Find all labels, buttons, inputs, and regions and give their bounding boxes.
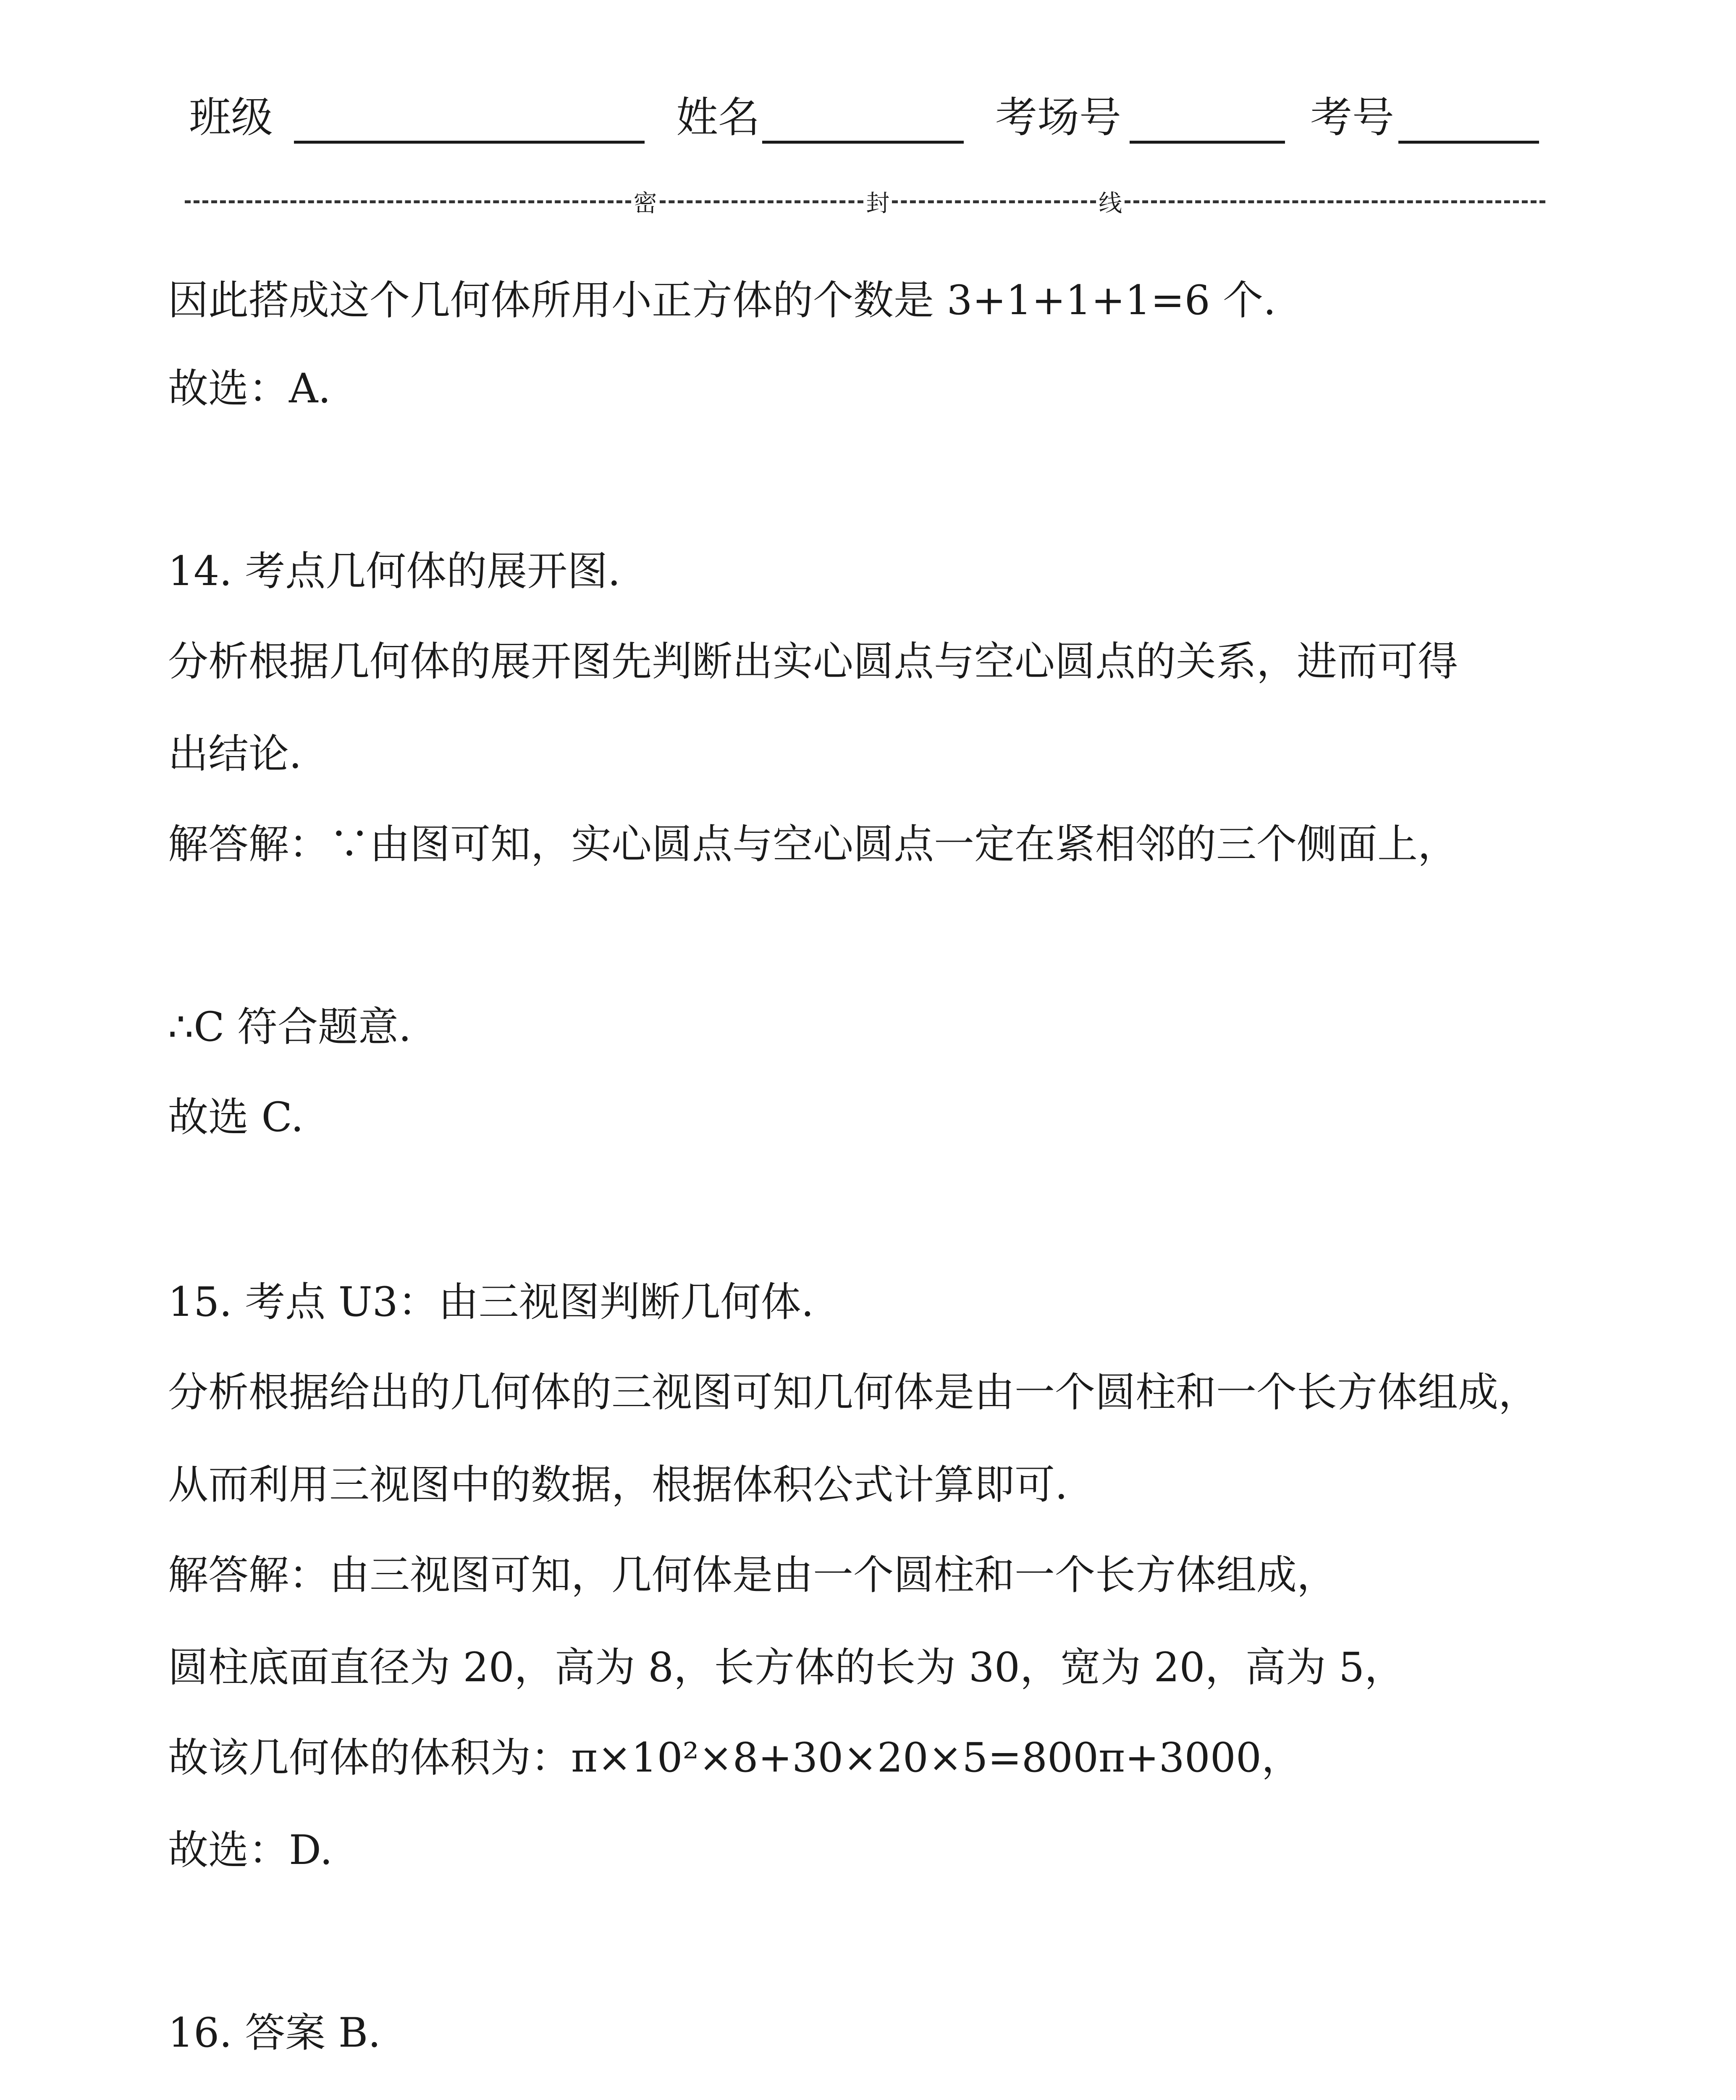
class-label: 班级 — [189, 93, 273, 142]
name-label: 姓名 — [676, 93, 760, 142]
seal-dash — [892, 200, 1096, 203]
seal-char-xian: 线 — [1099, 190, 1122, 217]
text-line: 分析根据几何体的展开图先判断出实心圆点与空心圆点的关系，进而可得 — [168, 638, 1458, 685]
text-line: 从而利用三视图中的数据，根据体积公式计算即可. — [168, 1461, 1068, 1508]
text-line: 因此搭成这个几何体所用小正方体的个数是 3+1+1+1=6 个. — [168, 277, 1276, 324]
seal-line — [185, 178, 1545, 225]
exam-number-label: 考号 — [1310, 93, 1394, 142]
exam-room-label: 考场号 — [995, 93, 1121, 142]
exam-number-blank — [1398, 141, 1539, 144]
seal-char-feng: 封 — [866, 190, 890, 217]
question-heading: 16. 答案 B. — [168, 2009, 381, 2056]
text-line: 圆柱底面直径为 20，高为 8，长方体的长为 30，宽为 20，高为 5， — [168, 1644, 1405, 1691]
question-heading: 14. 考点几何体的展开图. — [168, 548, 621, 595]
text-line: 故选 C. — [168, 1094, 304, 1141]
text-line: 出结论. — [168, 730, 302, 777]
seal-dash — [185, 200, 631, 203]
text-line: 解答解：由三视图可知，几何体是由一个圆柱和一个长方体组成， — [168, 1551, 1337, 1599]
name-blank — [762, 141, 964, 144]
text-line: 解答解：∵由图可知，实心圆点与空心圆点一定在紧相邻的三个侧面上， — [168, 821, 1458, 868]
text-line — [168, 2094, 1539, 2100]
text-line: 故该几何体的体积为：π×10²×8+30×20×5=800π+3000， — [168, 1734, 1302, 1781]
text-line: ∴C 符合题意. — [168, 1003, 412, 1050]
exam-room-blank — [1130, 141, 1285, 144]
class-blank — [294, 141, 645, 144]
seal-dash — [660, 200, 864, 203]
text-line: 分析根据给出的几何体的三视图可知几何体是由一个圆柱和一个长方体组成， — [168, 1369, 1539, 1416]
seal-dash — [1125, 200, 1545, 203]
seal-char-mi: 密 — [633, 190, 657, 217]
text-line: 故选：A. — [168, 365, 331, 412]
text-line: 故选：D. — [168, 1827, 333, 1874]
question-heading: 15. 考点 U3：由三视图判断几何体. — [168, 1278, 814, 1326]
